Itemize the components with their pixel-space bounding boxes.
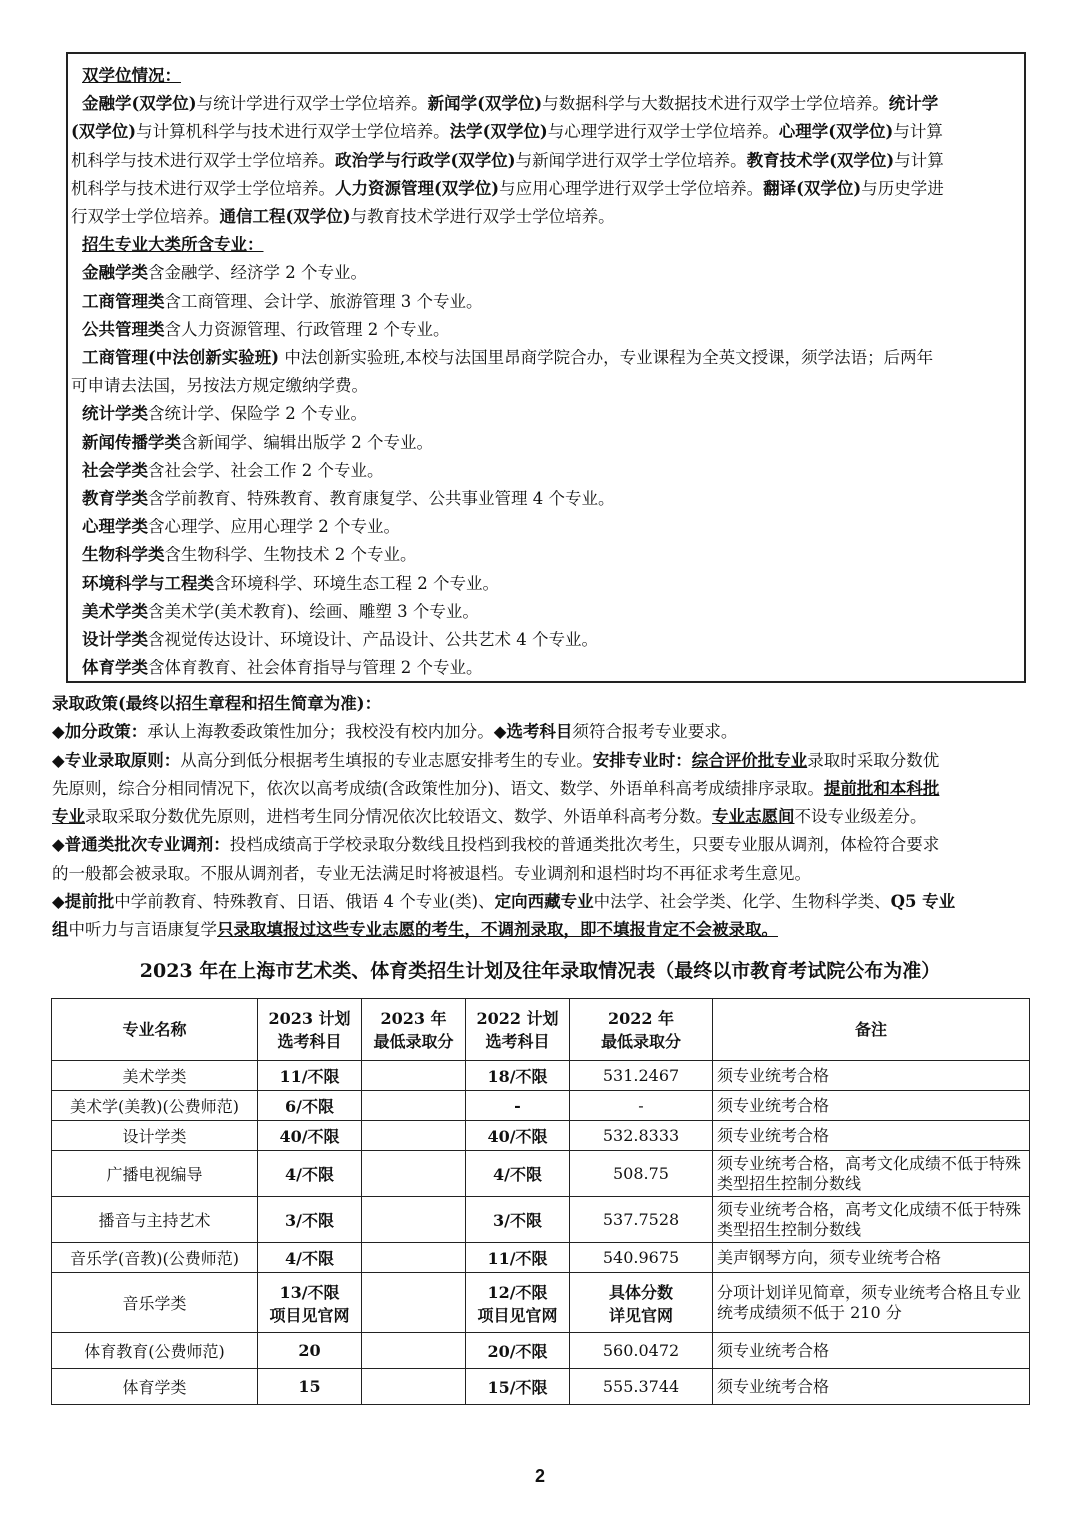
table-cell: 体育教育(公费师范)	[52, 1333, 258, 1369]
table-cell	[362, 1121, 466, 1151]
table-cell: 40/不限	[258, 1121, 362, 1151]
table-body	[52, 1061, 1030, 1405]
category-item	[68, 485, 1024, 513]
table-cell: 532.8333	[570, 1121, 713, 1151]
categories-list	[68, 259, 1024, 682]
text-run: ◆普通类批次专业调剂：	[52, 835, 230, 855]
text-run: 金融学(双学位)	[82, 94, 197, 114]
category-name: 设计学类	[82, 630, 148, 650]
column-header: 专业名称	[52, 999, 258, 1061]
double-degree-paragraph	[68, 90, 1024, 231]
table-row	[52, 1091, 1030, 1121]
table-cell: 须专业统考合格	[713, 1369, 1030, 1405]
column-header: 2023 年 最低录取分	[362, 999, 466, 1061]
table-cell	[362, 1369, 466, 1405]
double-degree-line	[68, 147, 1024, 175]
page-number: 2	[534, 1466, 545, 1486]
policy-line	[52, 888, 1032, 916]
category-name: 工商管理类	[82, 291, 165, 311]
table-cell: 须专业统考合格	[713, 1121, 1030, 1151]
category-desc: 含生物科学、生物技术 2 个专业。	[164, 545, 417, 565]
text-run: 专业志愿间	[712, 807, 795, 827]
text-run: 人力资源管理(双学位)	[335, 178, 500, 198]
category-desc-cont: 可申请去法国，另按法方规定缴纳学费。	[71, 376, 368, 396]
table-cell: 540.9675	[570, 1243, 713, 1273]
text-run: 心理学(双学位)	[778, 122, 894, 142]
table-cell: 4/不限	[466, 1151, 570, 1197]
double-degree-line	[68, 175, 1024, 203]
category-desc: 含统计学、保险学 2 个专业。	[148, 404, 367, 424]
category-name: 社会学类	[82, 460, 148, 480]
table-cell	[362, 1061, 466, 1091]
table-cell: 须专业统考合格	[713, 1091, 1030, 1121]
text-run: 与数据科学与大数据技术进行双学士学位培养。	[542, 94, 889, 114]
table-cell	[362, 1273, 466, 1333]
text-run: 录取采取分数优先原则，进档考生同分情况依次比较语文、数学、外语单科高考分数。	[85, 807, 712, 827]
text-run: 政治学与行政学(双学位)	[335, 150, 516, 170]
category-item	[68, 626, 1024, 654]
table-title: 2023 年在上海市艺术类、体育类招生计划及往年录取情况表（最终以市教育考试院公布为准）	[139, 960, 941, 982]
text-run: ◆专业录取原则：	[52, 750, 181, 770]
text-run: 翻译(双学位)	[763, 178, 862, 198]
text-run: 通信工程(双学位)	[219, 207, 351, 227]
category-name: 教育学类	[82, 489, 148, 509]
categories-heading: 招生专业大类所含专业：	[82, 235, 264, 255]
category-item	[68, 457, 1024, 485]
text-run: 新闻学(双学位)	[427, 94, 543, 114]
category-item	[68, 598, 1024, 626]
text-run: 提前批和本科批	[823, 778, 940, 798]
text-run: 与计算	[893, 122, 943, 142]
table-cell: -	[466, 1091, 570, 1121]
table-row	[52, 1243, 1030, 1273]
double-degree-heading: 双学位情况：	[82, 66, 181, 85]
table-cell: 20/不限	[466, 1333, 570, 1369]
category-name: 公共管理类	[82, 319, 165, 339]
category-name: 新闻传播学类	[82, 432, 181, 452]
category-name: 工商管理(中法创新实验班)	[82, 348, 280, 368]
category-desc: 中法创新实验班,本校与法国里昂商学院合办，专业课程为全英文授课，须学法语；后两年	[279, 348, 934, 368]
info-box	[66, 52, 1026, 683]
table-cell: 6/不限	[258, 1091, 362, 1121]
table-row	[52, 1333, 1030, 1369]
text-run: 与计算机科学与技术进行双学士学位培养。	[136, 122, 450, 142]
category-item	[68, 541, 1024, 569]
text-run: 中学前教育、特殊教育、日语、俄语 4 个专业(类)、	[114, 892, 495, 912]
table-row	[52, 1369, 1030, 1405]
text-run: 机科学与技术进行双学士学位培养。	[71, 150, 335, 170]
text-run: ◆选考科目	[493, 722, 573, 742]
text-run: 组	[52, 920, 69, 940]
category-desc: 含环境科学、环境生态工程 2 个专业。	[214, 573, 499, 593]
text-run: 不设专业级差分。	[794, 807, 927, 827]
table-cell	[362, 1151, 466, 1197]
table-cell: 560.0472	[570, 1333, 713, 1369]
table-row	[52, 1197, 1030, 1243]
category-name: 美术学类	[82, 601, 148, 621]
policy-line	[52, 690, 1032, 718]
category-item	[68, 316, 1024, 344]
text-run: ◆提前批	[52, 892, 115, 912]
text-run: 与历史学进	[861, 178, 944, 198]
table-cell: 美术学类	[52, 1061, 258, 1091]
table-cell: 须专业统考合格，高考文化成绩不低于特殊类型招生控制分数线	[713, 1151, 1030, 1197]
category-desc: 含社会学、社会工作 2 个专业。	[148, 460, 384, 480]
text-run: 行双学士学位培养。	[71, 207, 220, 227]
category-item	[68, 654, 1024, 682]
table-row	[52, 1273, 1030, 1333]
text-run: 与统计学进行双学士学位培养。	[196, 94, 428, 114]
text-run: 综合评价批专业	[691, 750, 808, 770]
admission-policy	[52, 690, 1032, 945]
table-cell: 体育学类	[52, 1369, 258, 1405]
table-cell: 音乐学类	[52, 1273, 258, 1333]
text-run: 中听力与言语康复学	[68, 920, 217, 940]
table-cell: 12/不限 项目见官网	[466, 1273, 570, 1333]
table-cell	[362, 1333, 466, 1369]
table-cell: 11/不限	[466, 1243, 570, 1273]
table-cell: 须专业统考合格	[713, 1061, 1030, 1091]
category-item	[68, 400, 1024, 428]
text-run: 与应用心理学进行双学士学位培养。	[499, 178, 764, 198]
table-cell: 20	[258, 1333, 362, 1369]
category-desc: 含心理学、应用心理学 2 个专业。	[148, 517, 400, 537]
table-row	[52, 1151, 1030, 1197]
double-degree-line	[68, 90, 1024, 118]
column-header: 备注	[713, 999, 1030, 1061]
double-degree-line	[68, 118, 1024, 146]
table-cell	[362, 1197, 466, 1243]
category-desc: 含学前教育、特殊教育、教育康复学、公共事业管理 4 个专业。	[148, 489, 615, 509]
column-header: 2022 计划 选考科目	[466, 999, 570, 1061]
text-run: 与教育技术学进行双学士学位培养。	[350, 207, 615, 227]
text-run: 专业	[52, 807, 85, 827]
category-name: 生物科学类	[82, 545, 165, 565]
text-run: 从高分到低分根据考生填报的专业志愿安排考生的专业。	[180, 750, 593, 770]
category-item	[68, 429, 1024, 457]
table-row	[52, 1121, 1030, 1151]
table-cell: -	[570, 1091, 713, 1121]
admission-table	[51, 998, 1030, 1405]
category-name: 金融学类	[82, 263, 148, 283]
text-run: 先原则，综合分相同情况下，依次以高考成绩(含政策性加分)、语文、数学、外语单科高考成绩排序录取。	[52, 778, 824, 798]
category-item	[68, 513, 1024, 541]
table-cell: 分项计划详见简章，须专业统考合格且专业统考成绩须不低于 210 分	[713, 1273, 1030, 1333]
category-desc: 含新闻学、编辑出版学 2 个专业。	[181, 432, 433, 452]
table-cell	[362, 1091, 466, 1121]
table-cell: 13/不限 项目见官网	[258, 1273, 362, 1333]
category-desc: 含体育教育、社会体育指导与管理 2 个专业。	[148, 658, 483, 678]
policy-line	[52, 775, 1032, 803]
category-desc: 含视觉传达设计、环境设计、产品设计、公共艺术 4 个专业。	[148, 630, 598, 650]
table-cell	[362, 1243, 466, 1273]
table-cell: 531.2467	[570, 1061, 713, 1091]
text-run: 承认上海教委政策性加分；我校没有校内加分。	[147, 722, 494, 742]
category-name: 统计学类	[82, 404, 148, 424]
category-item	[68, 570, 1024, 598]
category-desc: 含金融学、经济学 2 个专业。	[148, 263, 367, 283]
table-cell: 15	[258, 1369, 362, 1405]
text-run: Q5 专业	[890, 892, 956, 912]
policy-line	[52, 831, 1032, 859]
table-header-row	[52, 999, 1030, 1061]
text-run: 投档成绩高于学校录取分数线且投档到我校的普通类批次考生，只要专业服从调剂，体检符合要求	[229, 835, 940, 855]
policy-line	[52, 718, 1032, 746]
table-cell: 音乐学(音教)(公费师范)	[52, 1243, 258, 1273]
table-cell: 18/不限	[466, 1061, 570, 1091]
text-run: 只录取填报过这些专业志愿的考生，不调剂录取，即不填报肯定不会被录取。	[217, 920, 778, 940]
table-cell: 555.3744	[570, 1369, 713, 1405]
column-header: 2022 年 最低录取分	[570, 999, 713, 1061]
text-run: 统计学	[888, 94, 939, 114]
text-run: 安排专业时：	[592, 750, 692, 770]
table-cell: 须专业统考合格	[713, 1333, 1030, 1369]
category-desc: 含美术学(美术教育)、绘画、雕塑 3 个专业。	[148, 601, 479, 621]
text-run: 定向西藏专业	[494, 892, 594, 912]
category-desc: 含工商管理、会计学、旅游管理 3 个专业。	[164, 291, 483, 311]
table-cell: 15/不限	[466, 1369, 570, 1405]
table-cell: 设计学类	[52, 1121, 258, 1151]
text-run: 与心理学进行双学士学位培养。	[547, 122, 779, 142]
table-cell: 3/不限	[466, 1197, 570, 1243]
double-degree-line	[68, 203, 1024, 231]
table-cell: 美声钢琴方向，须专业统考合格	[713, 1243, 1030, 1273]
text-run: 法学(双学位)	[449, 122, 548, 142]
text-run: 与计算	[894, 150, 944, 170]
text-run: (双学位)	[71, 122, 137, 142]
category-name: 体育学类	[82, 658, 148, 678]
column-header: 2023 计划 选考科目	[258, 999, 362, 1061]
table-row	[52, 1061, 1030, 1091]
text-run: ◆加分政策：	[52, 722, 148, 742]
table-cell: 须专业统考合格，高考文化成绩不低于特殊类型招生控制分数线	[713, 1197, 1030, 1243]
category-item	[68, 344, 1024, 372]
text-run: 教育技术学(双学位)	[746, 150, 895, 170]
text-run: 中法学、社会学类、化学、生物科学类、	[593, 892, 891, 912]
policy-line	[52, 803, 1032, 831]
category-name: 心理学类	[82, 517, 148, 537]
policy-line	[52, 916, 1032, 944]
category-name: 环境科学与工程类	[82, 573, 214, 593]
table-cell: 具体分数 详见官网	[570, 1273, 713, 1333]
text-run: 机科学与技术进行双学士学位培养。	[71, 178, 335, 198]
text-run: 的一般都会被录取。不服从调剂者，专业无法满足时将被退档。专业调剂和退档时均不再征求考生意见。	[52, 863, 811, 883]
table-cell: 4/不限	[258, 1151, 362, 1197]
table-cell: 美术学(美教)(公费师范)	[52, 1091, 258, 1121]
table-cell: 40/不限	[466, 1121, 570, 1151]
text-run: 须符合报考专业要求。	[572, 722, 738, 742]
policy-line	[52, 860, 1032, 888]
table-cell: 508.75	[570, 1151, 713, 1197]
table-cell: 3/不限	[258, 1197, 362, 1243]
category-item	[68, 259, 1024, 287]
table-cell: 播音与主持艺术	[52, 1197, 258, 1243]
table-cell: 广播电视编导	[52, 1151, 258, 1197]
policy-line	[52, 747, 1032, 775]
table-cell: 537.7528	[570, 1197, 713, 1243]
category-item	[68, 288, 1024, 316]
table-cell: 11/不限	[258, 1061, 362, 1091]
table-cell: 4/不限	[258, 1243, 362, 1273]
text-run: 录取政策(最终以招生章程和招生简章为准)：	[52, 694, 382, 713]
text-run: 录取时采取分数优	[807, 750, 940, 770]
text-run: 与新闻学进行双学士学位培养。	[515, 150, 747, 170]
category-desc: 含人力资源管理、行政管理 2 个专业。	[164, 319, 450, 339]
